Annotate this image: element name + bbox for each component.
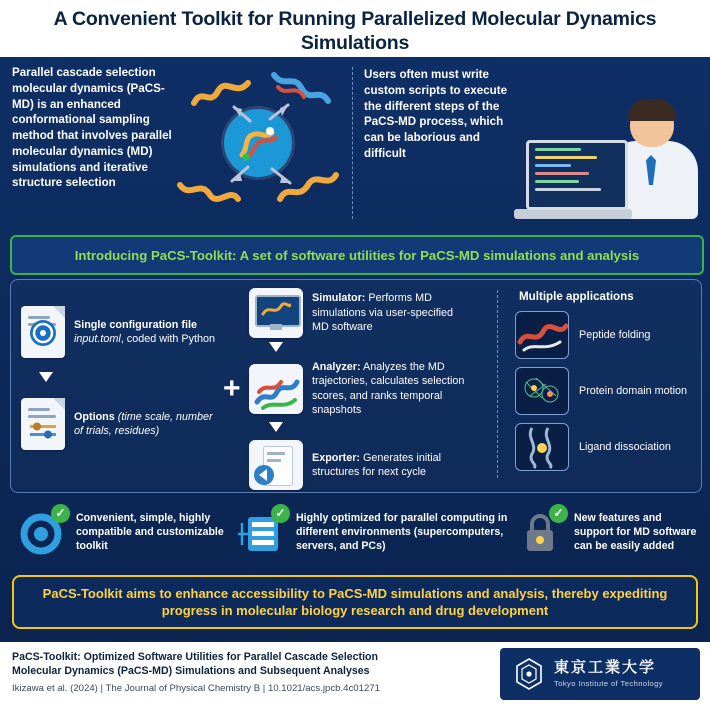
simulator-molecule-icon: [261, 300, 291, 318]
simulator-title: Simulator:: [312, 292, 366, 305]
intro-banner-text: Introducing PaCS-Toolkit: A set of software utilities for PaCS-MD simulations and analysis: [74, 247, 640, 263]
feature-check-icon: ✓: [271, 504, 290, 523]
intro-right-text: Users often must write custom scripts to execute the different steps of the PaCS-MD process, which can be laborious and difficult: [364, 68, 508, 160]
feature-extensible-text: New features and support for MD software can be easily added: [574, 512, 697, 552]
application-protein-domain-motion: [515, 367, 701, 415]
server-icon: [236, 507, 288, 559]
ligand-dissociation-label: Ligand dissociation: [579, 440, 671, 453]
logo-english-name: Tokyo Institute of Technology: [554, 678, 663, 688]
ligand-binding-icon: [516, 424, 568, 470]
lock-icon: [514, 507, 566, 559]
protein-network-icon: [516, 368, 568, 414]
application-ligand-dissociation: [515, 423, 701, 471]
workflow-panel: [10, 279, 702, 493]
feature-check-icon: ✓: [51, 504, 70, 523]
ligand-dissociation-icon: [515, 423, 569, 471]
options-detail: (time scale, number of trials, residues): [74, 410, 213, 437]
arrow-simulator-to-analyzer: [269, 342, 283, 352]
feature-check-icon: ✓: [549, 504, 568, 523]
sampling-arrows: [172, 61, 348, 227]
intro-row: [0, 57, 710, 229]
application-peptide-folding: [515, 311, 701, 359]
analyzer-desc: Analyzes the MD trajectories, calculates selection scores, and ranks temporal snapshots: [312, 361, 465, 417]
peptide-helix-icon: [516, 312, 568, 358]
feature-convenient-text: Convenient, simple, highly compatible and customizable toolkit: [76, 512, 224, 552]
applications-column: [509, 288, 695, 471]
page-title: A Convenient Toolkit for Running Parallelized Molecular Dynamics Simulations: [53, 8, 657, 54]
conclusion-text: PaCS-Toolkit aims to enhance accessibility to PaCS-MD simulations and analysis, thereby expediting progress in molecular biology research and drug development: [42, 585, 668, 618]
options-file-icon: [21, 398, 65, 450]
exporter-caption: [312, 451, 470, 480]
simulator-icon: [249, 288, 303, 338]
config-file-label: Single configuration file: [74, 318, 197, 331]
intro-left-text: Parallel cascade selection molecular dynamics (PaCS-MD) is an enhanced conformational sampling method that involves parallel molecular dynamics (MD) simulations and iterative structure selection: [12, 66, 172, 190]
plus-symbol: +: [223, 372, 241, 405]
config-file-icon: [21, 306, 65, 358]
arrow-inputs-down: [39, 372, 53, 382]
options-sliders-icon: [30, 422, 56, 444]
paper-citation: Ikizawa et al. (2024) | The Journal of Physical Chemistry B | 10.1021/acs.jpcb.4c01271: [12, 682, 380, 694]
laptop-screen: [526, 140, 628, 210]
features-row: [10, 497, 700, 569]
feature-extensible: [514, 507, 700, 559]
exporter-title: Exporter:: [312, 451, 360, 464]
python-gear-icon: [30, 320, 56, 346]
modules-column: [249, 284, 481, 488]
inputs-column: [21, 288, 217, 484]
exporter-icon: [249, 440, 303, 490]
laptop-base: [514, 209, 632, 219]
protein-domain-motion-icon: [515, 367, 569, 415]
analyzer-title: Analyzer:: [312, 361, 361, 373]
input-config-file: [21, 306, 217, 358]
applications-title: Multiple applications: [519, 290, 634, 303]
pacsmd-molecule-diagram: [172, 61, 348, 227]
config-file-filename: input.toml: [74, 333, 121, 345]
applications-divider: [497, 290, 498, 478]
scientist-hair: [628, 99, 676, 121]
intro-banner: [10, 235, 704, 275]
tokyo-tech-logo-icon: [514, 657, 544, 691]
gear-icon: [16, 507, 68, 559]
intro-left-block: [0, 57, 352, 229]
options-label: Options: [74, 410, 115, 423]
feature-parallel-text: Highly optimized for parallel computing in different environments (supercomputers, servers, and PCs): [296, 512, 508, 552]
module-analyzer: [249, 360, 481, 418]
analyzer-structure-icon: [249, 364, 303, 414]
simulator-caption: [312, 291, 470, 334]
analyzer-icon: [249, 364, 303, 414]
module-simulator: [249, 288, 481, 338]
footer: [0, 642, 710, 710]
input-options: [21, 398, 217, 450]
feature-parallel: [236, 507, 514, 559]
peptide-folding-icon: [515, 311, 569, 359]
paper-title-line1: PaCS-Toolkit: Optimized Software Utilities for Parallel Cascade Selection: [12, 651, 378, 663]
logo-japanese-name: 東京工業大学: [554, 659, 657, 677]
feature-convenient: [10, 507, 236, 559]
export-arrow-icon: [253, 464, 275, 486]
protein-domain-motion-label: Protein domain motion: [579, 384, 688, 397]
config-file-rest: , coded with Python: [120, 333, 216, 345]
options-caption: [74, 410, 217, 439]
module-exporter: [249, 440, 481, 490]
arrow-analyzer-to-exporter: [269, 422, 283, 432]
simulator-desc: Performs MD simulations via user-specified MD software: [312, 292, 454, 334]
intro-right-block: [352, 57, 710, 229]
exporter-desc: Generates initial structures for next cycle: [312, 451, 442, 478]
paper-title-line2: Molecular Dynamics (PaCS-MD) Simulations and Subsequent Analyses: [12, 665, 370, 678]
config-file-caption: [74, 318, 217, 347]
analyzer-caption: [312, 360, 470, 418]
scientist-illustration: [508, 65, 704, 225]
footer-reference: [12, 650, 482, 694]
peptide-folding-label: Peptide folding: [579, 328, 651, 341]
conclusion-box: [12, 575, 698, 629]
institution-logo: [500, 648, 700, 700]
main-dark-panel: [0, 57, 710, 642]
